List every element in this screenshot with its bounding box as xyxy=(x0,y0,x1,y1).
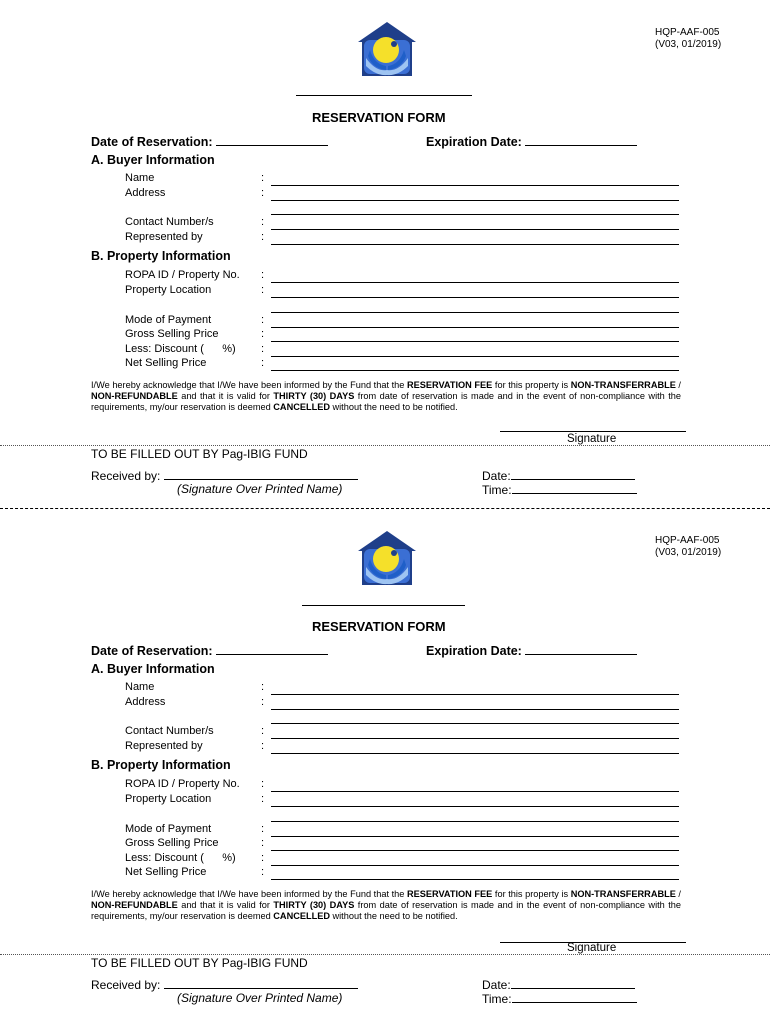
ropa-id-label: ROPA ID / Property No. xyxy=(125,269,240,281)
form-code: HQP-AAF-005 xyxy=(655,27,720,38)
logo-underline xyxy=(296,95,472,96)
form-code: HQP-AAF-005 xyxy=(655,535,720,546)
logo-underline xyxy=(302,605,465,606)
discount-label: Less: Discount ( %) xyxy=(125,343,236,355)
date-of-reservation-label: Date of Reservation: xyxy=(91,134,328,149)
signature-over-name-label: (Signature Over Printed Name) xyxy=(177,991,343,1005)
dotted-separator xyxy=(0,445,770,446)
colon: : xyxy=(261,216,265,228)
reservation-form-copy-2 xyxy=(0,509,770,1021)
property-location-label: Property Location xyxy=(125,284,212,296)
form-version: (V03, 01/2019) xyxy=(655,547,722,558)
section-b-heading: B. Property Information xyxy=(91,758,231,772)
expiration-date-field[interactable] xyxy=(525,643,637,655)
house-hands-logo-icon xyxy=(356,529,418,587)
signature-label: Signature xyxy=(567,433,617,445)
signature-line[interactable] xyxy=(500,431,686,432)
address-field-line-1[interactable] xyxy=(271,200,679,201)
colon: : xyxy=(261,696,265,708)
represented-by-label: Represented by xyxy=(125,231,203,243)
name-label: Name xyxy=(125,681,155,693)
property-location-field-line-2[interactable] xyxy=(271,821,679,822)
address-label: Address xyxy=(125,696,166,708)
net-price-label: Net Selling Price xyxy=(125,357,207,369)
name-label: Name xyxy=(125,172,155,184)
colon: : xyxy=(261,269,265,281)
acknowledgement-text: I/We hereby acknowledge that I/We have been informed by the Fund that the RESERVATION FEE for this property is NON-TRANSFERRABLE / NON-REFUNDABLE and that it is valid for THIRTY (30) DAYS from date of reservation is made and in the event of non-compliance with the requirements, my/our reservation is deemed CANCELLED without the need to be notified. xyxy=(91,380,681,412)
received-by-label: Received by: xyxy=(91,977,358,992)
property-location-field-line-2[interactable] xyxy=(271,312,679,313)
gross-price-field[interactable] xyxy=(271,341,679,342)
date-label: Date: xyxy=(482,468,635,483)
received-by-field[interactable] xyxy=(164,468,358,480)
time-field[interactable] xyxy=(512,482,637,494)
house-hands-logo-icon xyxy=(356,20,418,78)
address-field-line-2[interactable] xyxy=(271,723,679,724)
mode-of-payment-field[interactable] xyxy=(271,327,679,328)
property-location-label: Property Location xyxy=(125,793,212,805)
address-field-line-1[interactable] xyxy=(271,709,679,710)
dotted-separator xyxy=(0,954,770,955)
gross-price-label: Gross Selling Price xyxy=(125,328,219,340)
date-of-reservation-label: Date of Reservation: xyxy=(91,643,328,658)
received-by-field[interactable] xyxy=(164,977,358,989)
property-location-field-line-1[interactable] xyxy=(271,297,679,298)
date-field[interactable] xyxy=(511,977,635,989)
colon: : xyxy=(261,866,265,878)
fund-section-heading: TO BE FILLED OUT BY Pag-IBIG FUND xyxy=(91,447,308,461)
represented-by-field[interactable] xyxy=(271,244,679,245)
section-b-heading: B. Property Information xyxy=(91,249,231,263)
date-label: Date: xyxy=(482,977,635,992)
expiration-date-field[interactable] xyxy=(525,134,637,146)
colon: : xyxy=(261,187,265,199)
colon: : xyxy=(261,852,265,864)
ropa-id-field[interactable] xyxy=(271,282,679,283)
received-by-label: Received by: xyxy=(91,468,358,483)
fund-section-heading: TO BE FILLED OUT BY Pag-IBIG FUND xyxy=(91,956,308,970)
property-location-field-line-1[interactable] xyxy=(271,806,679,807)
date-of-reservation-field[interactable] xyxy=(216,643,328,655)
date-field[interactable] xyxy=(511,468,635,480)
net-price-label: Net Selling Price xyxy=(125,866,207,878)
time-label: Time: xyxy=(482,991,637,1006)
colon: : xyxy=(261,837,265,849)
ropa-id-label: ROPA ID / Property No. xyxy=(125,778,240,790)
colon: : xyxy=(261,314,265,326)
name-field[interactable] xyxy=(271,694,679,695)
colon: : xyxy=(261,725,265,737)
colon: : xyxy=(261,328,265,340)
colon: : xyxy=(261,357,265,369)
expiration-date-label: Expiration Date: xyxy=(426,134,637,149)
expiration-date-label: Expiration Date: xyxy=(426,643,637,658)
section-a-heading: A. Buyer Information xyxy=(91,153,215,167)
represented-by-label: Represented by xyxy=(125,740,203,752)
signature-over-name-label: (Signature Over Printed Name) xyxy=(177,482,343,496)
net-price-field[interactable] xyxy=(271,879,679,880)
mode-of-payment-label: Mode of Payment xyxy=(125,823,212,835)
contact-label: Contact Number/s xyxy=(125,216,214,228)
gross-price-field[interactable] xyxy=(271,850,679,851)
mode-of-payment-field[interactable] xyxy=(271,836,679,837)
contact-field[interactable] xyxy=(271,738,679,739)
net-price-field[interactable] xyxy=(271,370,679,371)
form-title: RESERVATION FORM xyxy=(312,110,446,125)
discount-field[interactable] xyxy=(271,356,679,357)
signature-label: Signature xyxy=(567,942,617,954)
represented-by-field[interactable] xyxy=(271,753,679,754)
ropa-id-field[interactable] xyxy=(271,791,679,792)
discount-field[interactable] xyxy=(271,865,679,866)
colon: : xyxy=(261,681,265,693)
colon: : xyxy=(261,778,265,790)
colon: : xyxy=(261,793,265,805)
section-a-heading: A. Buyer Information xyxy=(91,662,215,676)
colon: : xyxy=(261,740,265,752)
contact-field[interactable] xyxy=(271,229,679,230)
form-version: (V03, 01/2019) xyxy=(655,39,722,50)
date-of-reservation-field[interactable] xyxy=(216,134,328,146)
name-field[interactable] xyxy=(271,185,679,186)
form-title: RESERVATION FORM xyxy=(312,619,446,634)
discount-label: Less: Discount ( %) xyxy=(125,852,236,864)
colon: : xyxy=(261,231,265,243)
mode-of-payment-label: Mode of Payment xyxy=(125,314,212,326)
colon: : xyxy=(261,343,265,355)
colon: : xyxy=(261,823,265,835)
contact-label: Contact Number/s xyxy=(125,725,214,737)
address-field-line-2[interactable] xyxy=(271,214,679,215)
acknowledgement-text: I/We hereby acknowledge that I/We have been informed by the Fund that the RESERVATION FEE for this property is NON-TRANSFERRABLE / NON-REFUNDABLE and that it is valid for THIRTY (30) DAYS from date of reservation is made and in the event of non-compliance with the requirements, my/our reservation is deemed CANCELLED without the need to be notified. xyxy=(91,889,681,921)
colon: : xyxy=(261,284,265,296)
time-field[interactable] xyxy=(512,991,637,1003)
colon: : xyxy=(261,172,265,184)
time-label: Time: xyxy=(482,482,637,497)
gross-price-label: Gross Selling Price xyxy=(125,837,219,849)
address-label: Address xyxy=(125,187,166,199)
